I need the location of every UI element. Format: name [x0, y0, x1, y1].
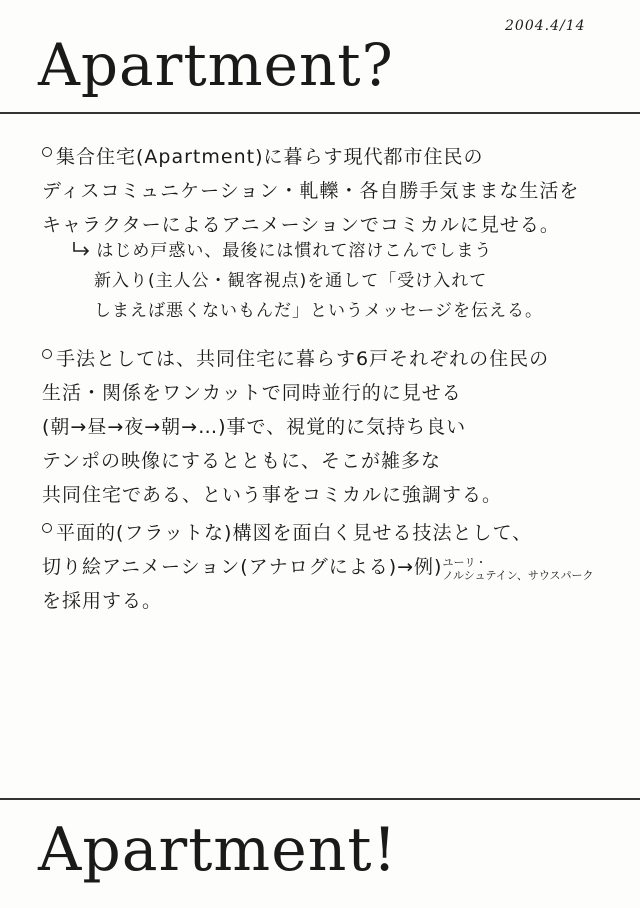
- bottom-divider: [0, 798, 640, 800]
- text-line: テンポの映像にするとともに、そこが雑多な: [42, 450, 442, 472]
- example-note: ユーリ・ ノルシュテイン、サウスパーク: [442, 556, 594, 582]
- section-concept: [42, 140, 612, 242]
- text-line: 切り絵アニメーション(アナログによる)→例)ユーリ・ ノルシュテイン、サウスパーク: [42, 556, 594, 582]
- hook-arrow-icon: [72, 242, 90, 256]
- section-method: [42, 342, 612, 512]
- text-line: 集合住宅(Apartment)に暮らす現代都市住民の: [42, 140, 612, 174]
- text-line: (朝→昼→夜→朝→…)事で、視覚的に気持ち良い: [42, 416, 467, 438]
- text-line: キャラクターによるアニメーションでコミカルに見せる。: [42, 214, 560, 236]
- text-line: を採用する。: [42, 590, 163, 612]
- page-title: Apartment?: [38, 31, 394, 99]
- text-line: 平面的(フラットな)構図を面白く見せる技法として、: [42, 516, 612, 550]
- bullet-icon: [42, 147, 52, 157]
- date-label: 2004.4/14: [505, 18, 586, 34]
- bullet-icon: [42, 349, 52, 359]
- text-line: はじめ戸惑い、最後には慣れて溶けこんでしまう: [72, 236, 617, 266]
- text-line: しまえば悪くないもんだ」というメッセージを伝える。: [94, 301, 543, 321]
- text-line: 新入り(主人公・観客視点)を通して「受け入れて: [94, 271, 488, 291]
- text-line: 共同住宅である、という事をコミカルに強調する。: [42, 484, 503, 506]
- footer-title: Apartment!: [38, 815, 398, 885]
- section-concept-sub: [72, 236, 617, 326]
- text-line: 手法としては、共同住宅に暮らす6戸それぞれの住民の: [42, 342, 612, 376]
- bullet-icon: [42, 523, 52, 533]
- top-divider: [0, 112, 640, 114]
- section-technique: [42, 516, 612, 618]
- text-line: 生活・関係をワンカットで同時並行的に見せる: [42, 382, 462, 404]
- text-line: ディスコミュニケーション・軋轢・各自勝手気ままな生活を: [42, 180, 580, 202]
